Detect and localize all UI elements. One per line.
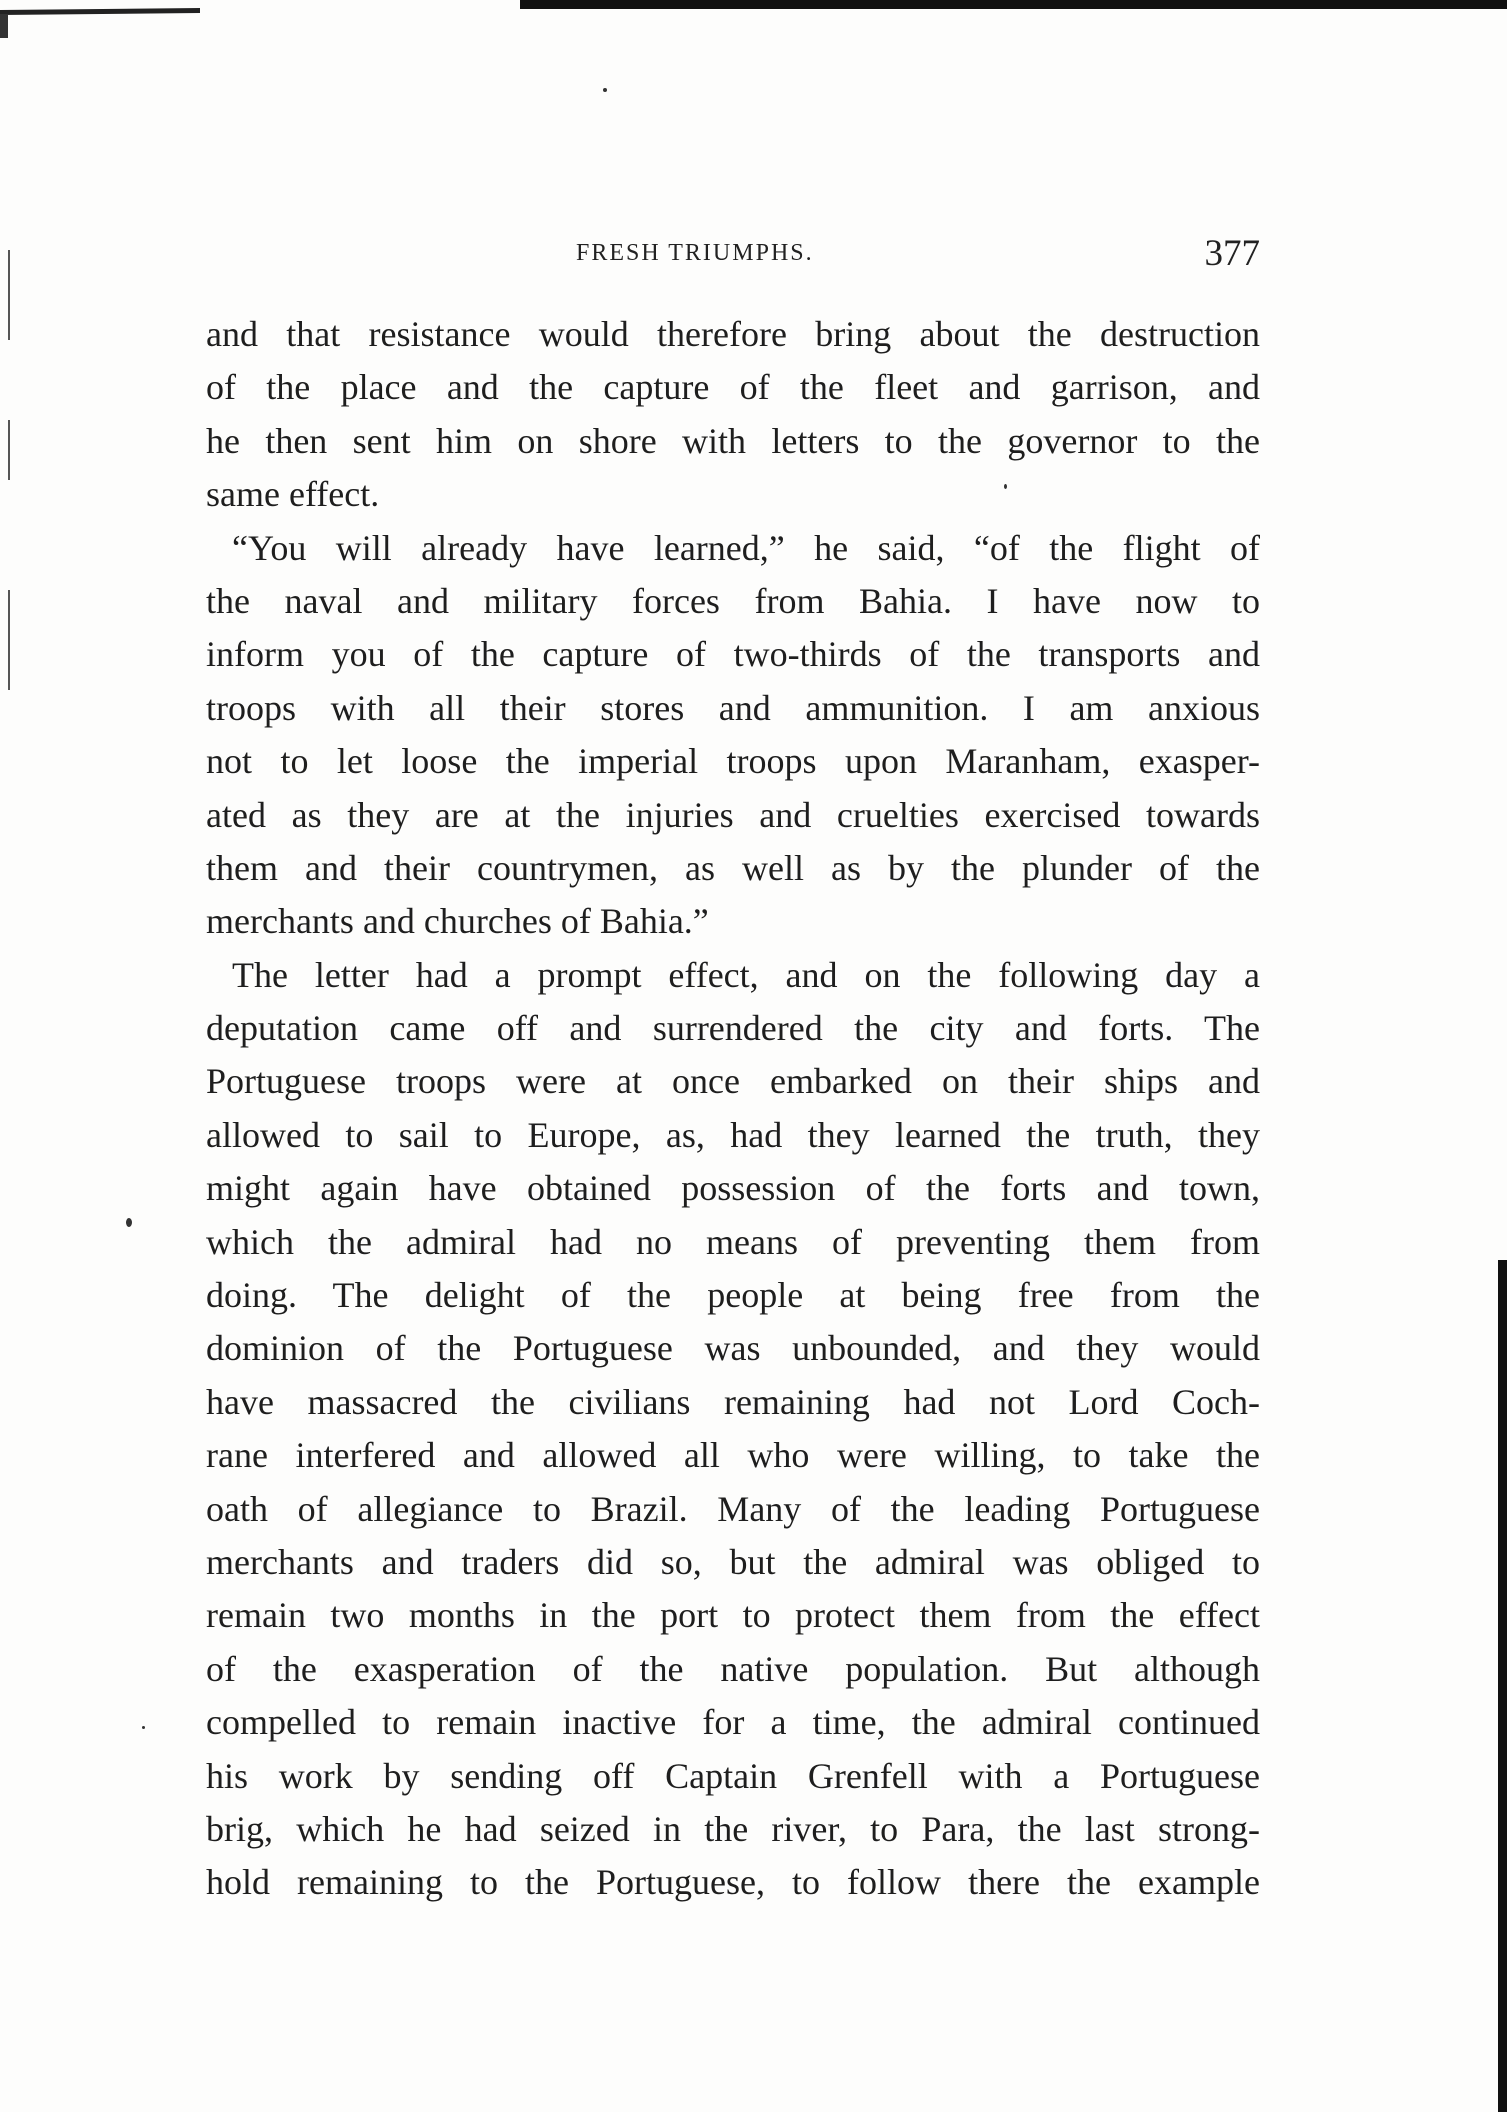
text-line: he then sent him on shore with letters to the governor to the (206, 420, 1260, 461)
body-text (206, 308, 1260, 1910)
text-line: them and their countrymen, as well as by the plunder of the (206, 847, 1260, 888)
text-line: Portuguese troops were at once embarked on their ships and (206, 1061, 1260, 1102)
text-line: merchants and churches of Bahia.” (206, 901, 709, 942)
text-line: inform you of the capture of two-thirds of the transports and (206, 634, 1260, 675)
scan-speck (603, 88, 607, 92)
text-line: remain two months in the port to protect them from the effect (206, 1595, 1260, 1636)
text-line: The letter had a prompt effect, and on the following day a (232, 954, 1260, 995)
text-line: hold remaining to the Portuguese, to follow there the example (206, 1862, 1260, 1903)
text-line: rane interfered and allowed all who were willing, to take the (206, 1435, 1260, 1476)
scan-mark (8, 250, 10, 340)
scan-speck (126, 1218, 132, 1227)
text-line: of the exasperation of the native population. But although (206, 1648, 1260, 1689)
scan-edge-top (520, 0, 1507, 9)
text-line: troops with all their stores and ammunition. I am anxious (206, 687, 1260, 728)
text-line: “You will already have learned,” he said, “of the flight of (232, 527, 1260, 568)
scan-edge-right (1498, 1260, 1507, 2112)
paragraph (206, 949, 1260, 1910)
scan-mark (0, 8, 200, 15)
text-line: deputation came off and surrendered the city and forts. The (206, 1008, 1260, 1049)
text-line: which the admiral had no means of preventing them from (206, 1221, 1260, 1262)
text-line: of the place and the capture of the fleet and garrison, and (206, 367, 1260, 408)
text-line: his work by sending off Captain Grenfell with a Portuguese (206, 1755, 1260, 1796)
paragraph (206, 522, 1260, 949)
scan-speck (142, 1726, 145, 1729)
text-line: brig, which he had seized in the river, to Para, the last strong- (206, 1808, 1260, 1849)
scan-mark (0, 14, 8, 38)
text-line: have massacred the civilians remaining had not Lord Coch- (206, 1381, 1260, 1422)
text-line: might again have obtained possession of the forts and town, (206, 1168, 1260, 1209)
text-line: dominion of the Portuguese was unbounded, and they would (206, 1328, 1260, 1369)
scan-mark (8, 420, 10, 480)
scan-mark (8, 590, 10, 690)
text-line: merchants and traders did so, but the admiral was obliged to (206, 1541, 1260, 1582)
paragraph (206, 308, 1260, 522)
text-line: allowed to sail to Europe, as, had they learned the truth, they (206, 1114, 1260, 1155)
text-line: oath of allegiance to Brazil. Many of the leading Portuguese (206, 1488, 1260, 1529)
running-title: FRESH TRIUMPHS. (576, 240, 814, 266)
text-line: compelled to remain inactive for a time, the admiral continued (206, 1702, 1260, 1743)
text-line: same effect. (206, 474, 380, 515)
running-head (206, 232, 1260, 282)
text-line: ated as they are at the injuries and cruelties exercised towards (206, 794, 1260, 835)
page-number: 377 (1204, 233, 1260, 274)
text-line: and that resistance would therefore bring about the destruction (206, 314, 1260, 354)
text-line: the naval and military forces from Bahia. I have now to (206, 580, 1260, 621)
text-line: doing. The delight of the people at being free from the (206, 1275, 1260, 1316)
text-line: not to let loose the imperial troops upon Maranham, exasper- (206, 741, 1260, 782)
